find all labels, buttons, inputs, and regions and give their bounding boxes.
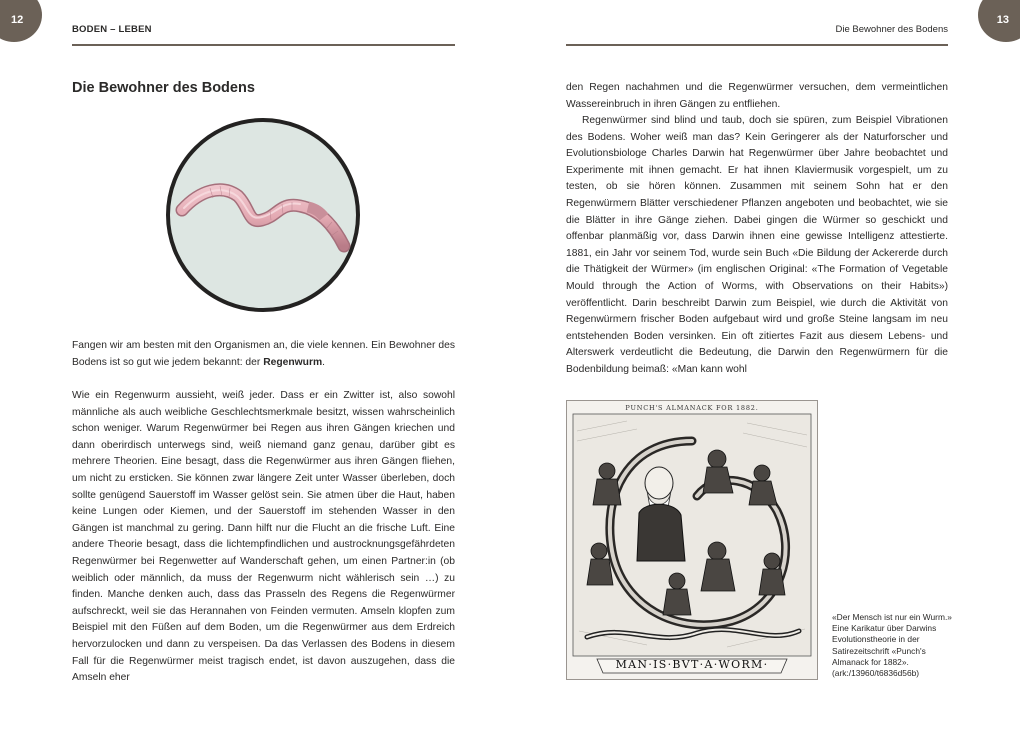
running-head: BODEN – LEBEN: [72, 24, 152, 35]
page-number-tab: [0, 0, 42, 42]
page-number: 12: [11, 14, 24, 26]
page-number-tab: [978, 0, 1020, 42]
paragraph-darwin: Regenwürmer sind blind und taub, doch sie spüren, zum Beispiel Vibrationen des Bodens. Woher weiß man das? Kein Geringerer als der Naturforscher und Evolutionsbiologe Charles Darwin hat Regenwürmer über Jahre beobachtet und Experimente mit ihnen gemacht. Er hat ihnen Klaviermusik vorgespielt, um zu testen, ob sie hören können. Zusammen mit seinem Sohn hat er den Regenwürmern Blätter verschiedener Pflanzen angeboten und beobachtet, wie sie die Blätter in ihre Gänge ziehen. Dabei gingen die Würmer so geschickt und offenbar planmäßig vor, dass Darwin ihnen eine gewisse Intelligenz attestierte. 1881, ein Jahr vor seinem Tod, wurde sein Buch «Die Bildung der Ackererde durch die Thätigkeit der Würmer» (im englischen Original: «The Formation of Vegetable Mould through the Action of Worms, with Observations on their Habits») veröffentlicht. Darin beschreibt Darwin zum Beispiel, wie durch die Aktivität von Regenwürmern frischer Boden aufgebaut wird und große Steine langsam im neu entstehenden Boden versinken. Ein oft zitiertes Fazit aus diesem Lebens- und Alterswerk verdeutlicht die Bedeutung, die Darwin den Regenwürmern für die Bodenbildung beimaß: «Man kann wohl: [566, 115, 948, 375]
darwin-cartoon-icon: [567, 401, 817, 679]
running-head: Die Bewohner des Bodens: [835, 24, 948, 35]
paragraph-continued: den Regen nachahmen und die Regenwürmer versuchen, dem vermeintlichen Wassereinbruch in ihren Gängen zu entfliehen.: [566, 82, 948, 110]
intro-text: Fangen wir am besten mit den Organismen an, die viele kennen. Ein Bewohner des Bodens ist so gut wie jedem bekannt: der: [72, 340, 455, 368]
earthworm-icon: [170, 122, 356, 308]
header-rule: [72, 44, 455, 46]
earthworm-illustration: [166, 118, 360, 312]
illustration-banner: MAN·IS·BVT·A·WORM·: [615, 658, 769, 671]
page-number: 13: [996, 14, 1009, 26]
figure-caption: «Der Mensch ist nur ein Wurm.» Eine Karikatur über Darwins Evolutionstheorie in der Satirezeitschrift «Punch's Almanack for 1882». (ark:/13960/t6836d56b): [832, 612, 952, 679]
paragraph-intro: [72, 338, 455, 371]
illustration-header: PUNCH'S ALMANACK FOR 1882.: [625, 404, 759, 412]
keyword-regenwurm: Regenwurm: [263, 356, 323, 368]
intro-end: .: [322, 356, 325, 368]
header-rule: [566, 44, 948, 46]
section-title: Die Bewohner des Bodens: [72, 80, 255, 96]
right-page: [510, 0, 1020, 740]
darwin-cartoon-image: [566, 400, 818, 680]
paragraph-body: Wie ein Regenwurm aussieht, weiß jeder. Dass er ein Zwitter ist, also sowohl männliche als auch weibliche Geschlechtsmerkmale besitzt, wissen wahrscheinlich schon weniger. Warum Regenwürmer bei Regen aus ihren Gängen kriechen und dann oberirdisch unterwegs sind, weiß niemand ganz genau, darüber gibt es mehrere Theorien. Eine besagt, dass die Regenwürmer aus ihren Gängen fliehen, um nicht zu ersticken. Sie können zwar längere Zeit unter Wasser überleben, doch sollte genügend Sauerstoff im Wasser gelöst sein. Sie atmen über die Haut, haben keine Lungen oder Kiemen, und der Sauerstoff im stehenden Wasser in den Gängen ist manchmal zu gering. Dann hilft nur die Flucht an die frische Luft. Eine andere Theorie besagt, dass die lichtempfindlichen und austrocknungsgefährdeten Regenwürmer bei Regenwetter auf Wanderschaft gehen, um einen Partner:in (ob weiblich oder männlich, da muss der Regenwurm nicht wählerisch sein …) zu finden. Manche denken auch, dass das Prasseln des Regens die Regenwürmer aufschreckt, weil sie das Herannahen von Feinden vermuten. Amseln klopfen zum Beispiel mit den Füßen auf dem Boden, um die Regenwürmer aus dem Erdreich hervorzulocken und dann zu verspeisen. Da das Verlassen des Bodens in diesem Fall für die Regenwürmer meist tragisch endet, ist davon auszugehen, dass die Amseln eher: [72, 390, 455, 684]
